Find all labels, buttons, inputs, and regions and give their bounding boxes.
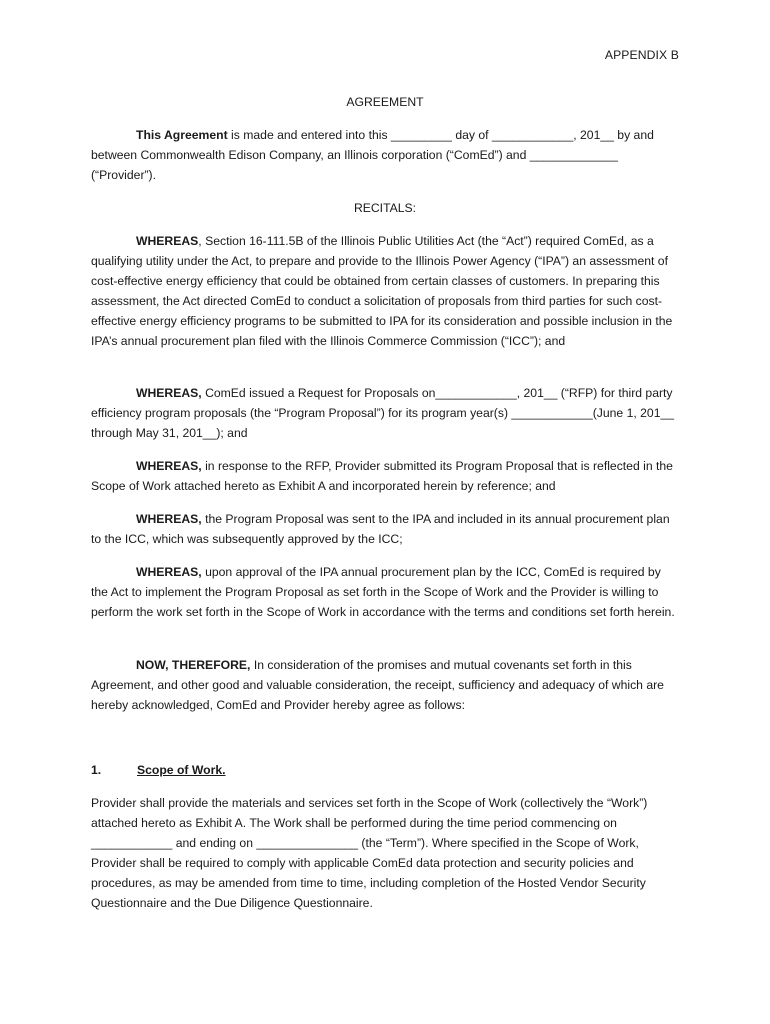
- intro-paragraph: [91, 125, 679, 185]
- section-number: 1.: [91, 763, 102, 777]
- recital-lead: WHEREAS,: [136, 512, 202, 526]
- recital-text: ComEd issued a Request for Proposals on____________, 201__ (“RFP) for third party efficiency program proposals (the “Program Proposal”) for its program year(s) ____________(June 1, 201__ through May 31, 201__); and: [91, 386, 675, 440]
- recital-text: , Section 16-111.5B of the Illinois Public Utilities Act (the “Act”) required ComEd, as a qualifying utility under the Act, to prepare and provide to the Illinois Power Agency (“IPA”) an assessment of cost-effective energy efficiency that could be obtained from certain classes of customers. In preparing this assessment, the Act directed ComEd to conduct a solicitation of proposals from third parties for such cost-effective energy efficiency programs to be submitted to IPA for its consideration and possible inclusion in the IPA’s annual procurement plan filed with the Illinois Commerce Commission (“ICC”); and: [91, 234, 673, 348]
- recital-paragraph: [91, 509, 679, 549]
- recital-lead: WHEREAS: [136, 234, 199, 248]
- recital-paragraph: [91, 231, 679, 351]
- intro-lead: This Agreement: [136, 128, 228, 142]
- agreement-title: AGREEMENT: [346, 95, 424, 109]
- recital-paragraph: [91, 562, 679, 622]
- section-title: Scope of Work.: [137, 763, 226, 777]
- now-therefore-paragraph: [91, 655, 679, 715]
- recitals-heading: RECITALS:: [353, 201, 417, 215]
- recital-text: the Program Proposal was sent to the IPA and included in its annual procurement plan to the ICC, which was subsequently approved by the ICC;: [91, 512, 670, 546]
- recital-paragraph: [91, 456, 679, 496]
- intro-text: is made and entered into this _________ day of ____________, 201__ by and between Commonwealth Edison Company, an Illinois corporation (“ComEd”) and _____________ (“Provider”).: [91, 128, 654, 182]
- recital-lead: WHEREAS,: [136, 565, 202, 579]
- section-1-body: Provider shall provide the materials and services set forth in the Scope of Work (collectively the “Work”) attached hereto as Exhibit A. The Work shall be performed during the time period commencing on ____________ and ending on _______________ (the “Term”). Where specified in the Scope of Work, Provider shall be required to comply with applicable ComEd data protection and security policies and procedures, as may be amended from time to time, including completion of the Hosted Vendor Security Questionnaire and the Due Diligence Questionnaire.: [91, 796, 648, 910]
- recital-text: in response to the RFP, Provider submitted its Program Proposal that is reflected in the Scope of Work attached hereto as Exhibit A and incorporated herein by reference; and: [91, 459, 673, 493]
- recital-lead: WHEREAS,: [136, 386, 202, 400]
- recital-lead: NOW, THEREFORE,: [136, 658, 251, 672]
- recital-paragraph: [91, 383, 679, 443]
- recital-text: In consideration of the promises and mutual covenants set forth in this Agreement, and other good and valuable consideration, the receipt, sufficiency and adequacy of which are hereby acknowledged, ComEd and Provider hereby agree as follows:: [91, 658, 664, 712]
- section-1-heading: [91, 763, 225, 777]
- recital-lead: WHEREAS,: [136, 459, 202, 473]
- recital-text: upon approval of the IPA annual procurement plan by the ICC, ComEd is required by the Act to implement the Program Proposal as set forth in the Scope of Work and the Provider is willing to perform the work set forth in the Scope of Work in accordance with the terms and conditions set forth herein.: [91, 565, 675, 619]
- appendix-label: APPENDIX B: [604, 48, 679, 62]
